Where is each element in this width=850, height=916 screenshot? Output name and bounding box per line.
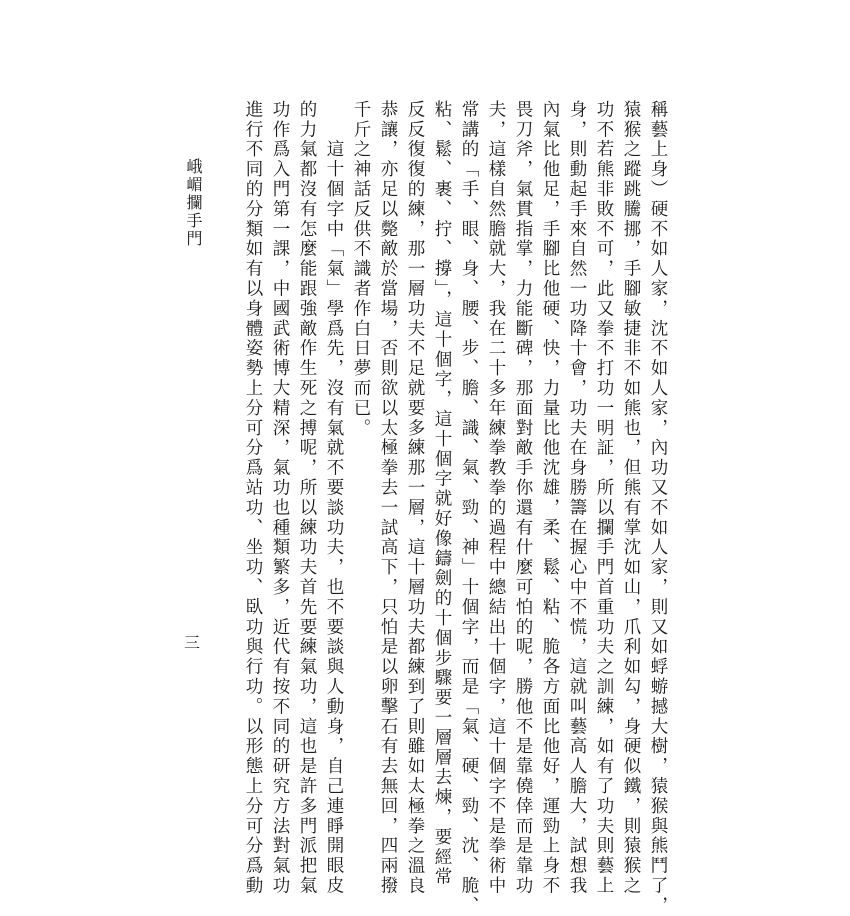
text-column: 猿猴之蹤跳騰挪，手腳敏捷非不如熊也，但熊有掌沈如山，爪利如勾，身硬似鐵，則猿猴之 xyxy=(621,100,641,896)
text-column: 的力氣都沒有怎麼能跟強敵作生死之搏呢，所以練功夫首先要練氣功，這也是許多門派把氣 xyxy=(297,100,317,896)
running-header: 峨嵋攔手門 xyxy=(184,158,203,248)
page-number: 三 xyxy=(184,633,201,652)
text-column: 畏刀斧，氣貫指掌，力能斷碑，那面對敵手你還有什麼可怕的呢，勝他不是靠僥倖而是靠功 xyxy=(513,100,533,896)
text-column: 功不若熊非敗不可，此又拳不打功一明証，所以攔手門首重功夫之訓練，如有了功夫則藝上 xyxy=(594,100,614,896)
text-column: 夫，這樣自然膽就大，我在二十多年練拳教拳的過程中總結出十個字，這十個字不是拳術中 xyxy=(486,100,506,896)
text-column: 千斤之神話反供不識者作白日夢而已。 xyxy=(351,100,371,439)
text-column: 這十個字中「氣」學爲先，沒有氣就不要談功夫，也不要談與人動身，自己連睜開眼皮 xyxy=(324,100,344,896)
text-column: 內氣比他足，手腳比他硬、快，力量比他沈雄，柔、鬆、粘、脆各方面比他好，運勁上身不 xyxy=(540,100,560,896)
text-column: 進行不同的分類如有以身體姿勢上分可分爲站功、坐功、臥功與行功。以形態上分可分爲動 xyxy=(243,100,263,896)
text-column: 粘、鬆、裹、拧、撐」，這十個字，這十個字就好像鑄劍的十個步驟要一層層去煉，要經常 xyxy=(432,100,452,888)
text-column: 常講的「手、眼、身、腰、步、膽、識、氣、勁、神」十個字，而是「氣、硬、勁、沈、脆、 xyxy=(459,100,479,916)
text-column: 稱藝上身）硬不如人家，沈不如人家，內功又不如人家，則又如蜉蝣撼大樹，猿猴與熊鬥了， xyxy=(648,100,668,916)
text-column: 恭讓，亦足以斃敵於當場，否則欲以太極拳去一試高下，只怕是以卵擊石有去無回，四兩撥 xyxy=(378,100,398,896)
text-column: 功作爲入門第一課，中國武術博大精深，氣功也種類繁多，近代有按不同的研究方法對氣功 xyxy=(270,100,290,896)
text-column: 身，則動起手來自然一功降十會，功夫在身勝籌在握心中不慌，這就叫藝高人膽大，試想我 xyxy=(567,100,587,896)
text-column: 反反復復的練，那一層功夫不足就要多練那一層，這十層功夫都練到了則雖如太極拳之溫良 xyxy=(405,100,425,896)
